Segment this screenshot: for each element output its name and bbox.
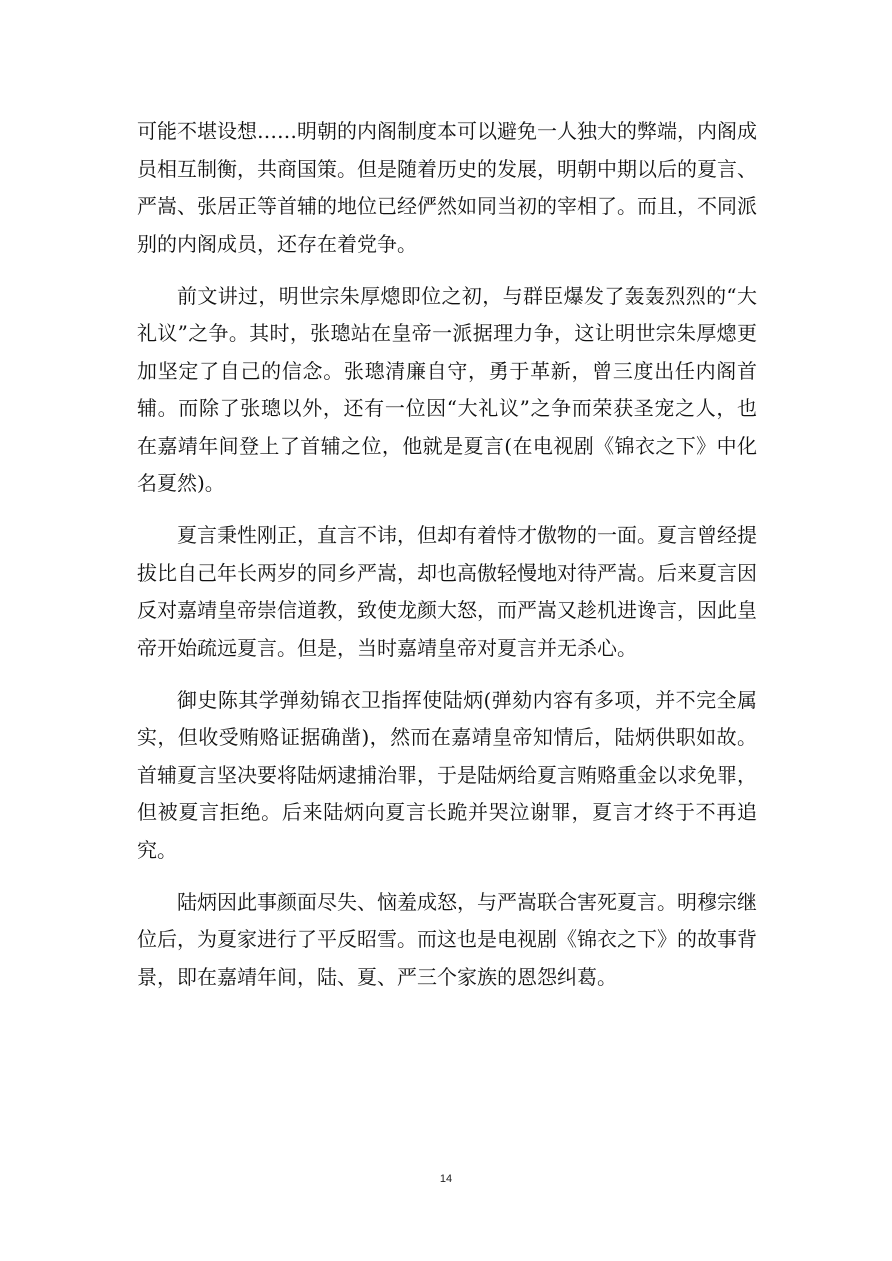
- page-number: 14: [439, 1173, 453, 1185]
- body-text: [137, 113, 757, 996]
- paragraph-da-li-yi: 前文讲过，明世宗朱厚熜即位之初，与群臣爆发了轰轰烈烈的“大礼议”之争。其时，张璁站在皇帝一派据理力争，这让明世宗朱厚熜更加坚定了自己的信念。张璁清廉自守，勇于革新，曾三度出任内阁首辅。而除了张璁以外，还有一位因“大礼议”之争而荣获圣宠之人，也在嘉靖年间登上了首辅之位，他就是夏言(在电视剧《锦衣之下》中化名夏然)。: [137, 283, 757, 495]
- paragraph-lu-bing-impeachment: 御史陈其学弹劾锦衣卫指挥使陆炳(弹劾内容有多项，并不完全属实，但收受贿赂证据确凿)，然而在嘉靖皇帝知情后，陆炳供职如故。首辅夏言坚决要将陆炳逮捕治罪，于是陆炳给夏言贿赂重金以求免罪，但被夏言拒绝。后来陆炳向夏言长跪并哭泣谢罪，夏言才终于不再追究。: [137, 687, 757, 862]
- paragraph-continuation: 可能不堪设想……明朝的内阁制度本可以避免一人独大的弊端，内阁成员相互制衡，共商国策。但是随着历史的发展，明朝中期以后的夏言、严嵩、张居正等首辅的地位已经俨然如同当初的宰相了。而且，不同派别的内阁成员，还存在着党争。: [137, 119, 757, 256]
- paragraph-conclusion: 陆炳因此事颜面尽失、恼羞成怒，与严嵩联合害死夏言。明穆宗继位后，为夏家进行了平反昭雪。而这也是电视剧《锦衣之下》的故事背景，即在嘉靖年间，陆、夏、严三个家族的恩怨纠葛。: [137, 889, 757, 989]
- paragraph-xia-yan-character: 夏言秉性刚正，直言不讳，但却有着恃才傲物的一面。夏言曾经提拔比自己年长两岁的同乡严嵩，却也高傲轻慢地对待严嵩。后来夏言因反对嘉靖皇帝崇信道教，致使龙颜大怒，而严嵩又趁机进谗言，因此皇帝开始疏远夏言。但是，当时嘉靖皇帝对夏言并无杀心。: [137, 523, 757, 660]
